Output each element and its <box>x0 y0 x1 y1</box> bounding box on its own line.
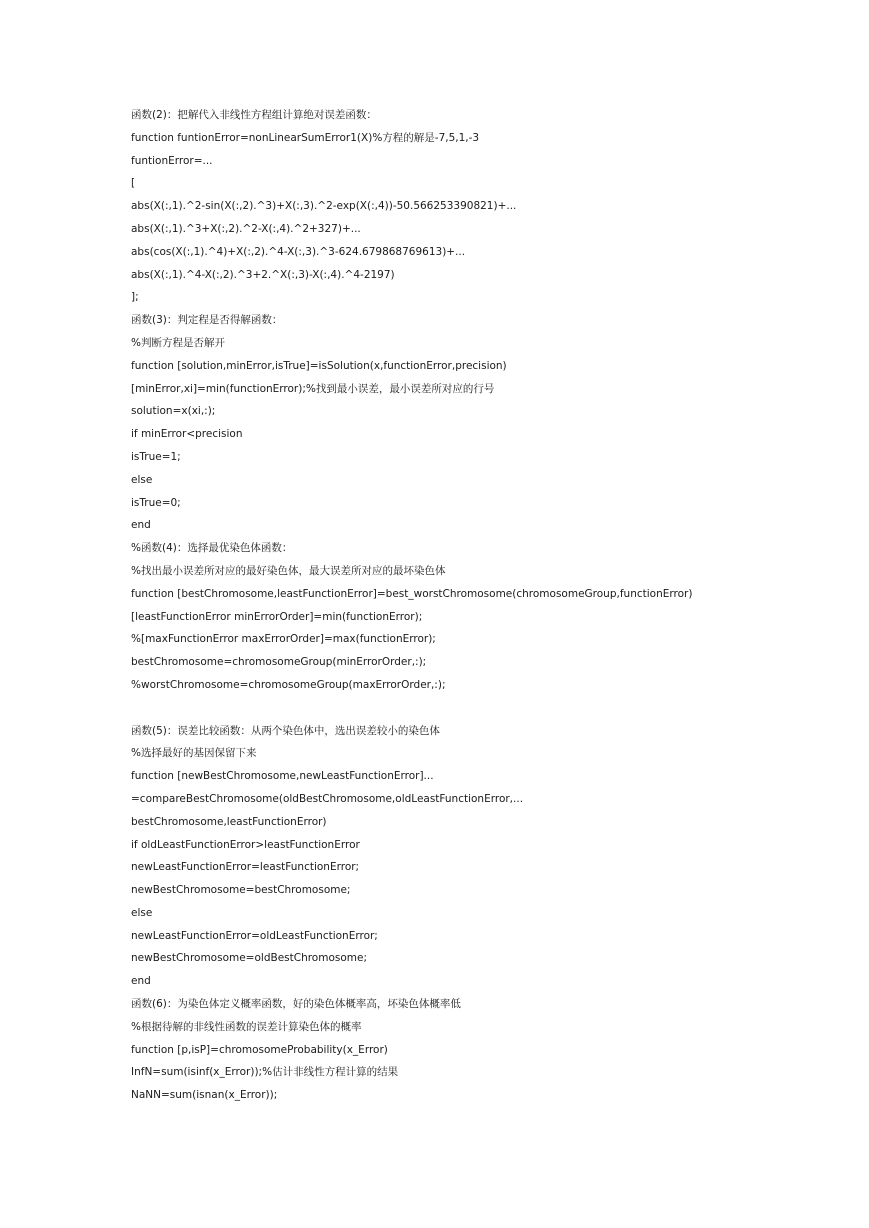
code-line: bestChromosome=chromosomeGroup(minErrorOrder,:); <box>131 656 427 669</box>
code-line: =compareBestChromosome(oldBestChromosome,oldLeastFunctionError,... <box>131 792 524 805</box>
code-line: newLeastFunctionError=leastFunctionError; <box>131 861 360 874</box>
code-line: %根据待解的非线性函数的误差计算染色体的概率 <box>131 1020 362 1033</box>
code-line: NaNN=sum(isnan(x_Error)); <box>131 1089 278 1102</box>
code-line: else <box>131 473 153 486</box>
code-line: %[maxFunctionError maxErrorOrder]=max(functionError); <box>131 633 436 646</box>
code-line: %找出最小误差所对应的最好染色体，最大误差所对应的最坏染色体 <box>131 564 446 577</box>
code-line: 函数(3)：判定程是否得解函数： <box>131 314 283 327</box>
code-line: funtionError=... <box>131 154 213 167</box>
code-line: isTrue=1; <box>131 450 181 463</box>
code-line: %判断方程是否解开 <box>131 336 225 349</box>
code-line: function [newBestChromosome,newLeastFunctionError]... <box>131 770 434 783</box>
code-line: %worstChromosome=chromosomeGroup(maxErrorOrder,:); <box>131 678 446 691</box>
code-line: 函数(2)：把解代入非线性方程组计算绝对误差函数： <box>131 109 377 121</box>
code-line: abs(X(:,1).^4-X(:,2).^3+2.^X(:,3)-X(:,4).^4-2197) <box>131 268 395 281</box>
code-line: newBestChromosome=oldBestChromosome; <box>131 952 368 965</box>
code-line: newLeastFunctionError=oldLeastFunctionError; <box>131 929 378 942</box>
code-line: bestChromosome,leastFunctionError) <box>131 815 327 828</box>
code-line: function [bestChromosome,leastFunctionError]=best_worstChromosome(chromosomeGroup,functionError) <box>131 587 693 600</box>
code-line: 函数(6)：为染色体定义概率函数，好的染色体概率高，坏染色体概率低 <box>131 998 461 1011</box>
code-line: function [p,isP]=chromosomeProbability(x_Error) <box>131 1043 388 1056</box>
code-line: %函数(4)：选择最优染色体函数： <box>131 542 293 555</box>
code-line: [leastFunctionError minErrorOrder]=min(functionError); <box>131 610 423 623</box>
code-line: function funtionError=nonLinearSumError1(X)%方程的解是-7,5,1,-3 <box>131 131 480 144</box>
code-line: if minError<precision <box>131 428 243 441</box>
code-line: abs(X(:,1).^3+X(:,2).^2-X(:,4).^2+327)+... <box>131 222 361 235</box>
code-line: %选择最好的基因保留下来 <box>131 747 257 760</box>
code-line: isTrue=0; <box>131 496 181 509</box>
code-line: InfN=sum(isinf(x_Error));%估计非线性方程计算的结果 <box>131 1066 399 1079</box>
code-line: else <box>131 906 153 919</box>
code-line: end <box>131 519 151 532</box>
code-line: [ <box>131 177 136 190</box>
code-line: [minError,xi]=min(functionError);%找到最小误差，最小误差所对应的行号 <box>131 382 495 395</box>
code-line: function [solution,minError,isTrue]=isSolution(x,functionError,precision) <box>131 359 507 372</box>
blank-line <box>131 697 831 720</box>
code-line: solution=x(xi,:); <box>131 405 216 418</box>
code-line: abs(cos(X(:,1).^4)+X(:,2).^4-X(:,3).^3-624.679868769613)+... <box>131 245 466 258</box>
code-line: ]; <box>131 291 139 304</box>
code-listing <box>131 104 831 1107</box>
code-line: abs(X(:,1).^2-sin(X(:,2).^3)+X(:,3).^2-exp(X(:,4))-50.566253390821)+... <box>131 200 517 213</box>
code-line: end <box>131 975 151 988</box>
code-line: 函数(5)：误差比较函数：从两个染色体中，选出误差较小的染色体 <box>131 724 440 737</box>
code-line: if oldLeastFunctionError>leastFunctionError <box>131 838 360 851</box>
code-line: newBestChromosome=bestChromosome; <box>131 884 351 897</box>
